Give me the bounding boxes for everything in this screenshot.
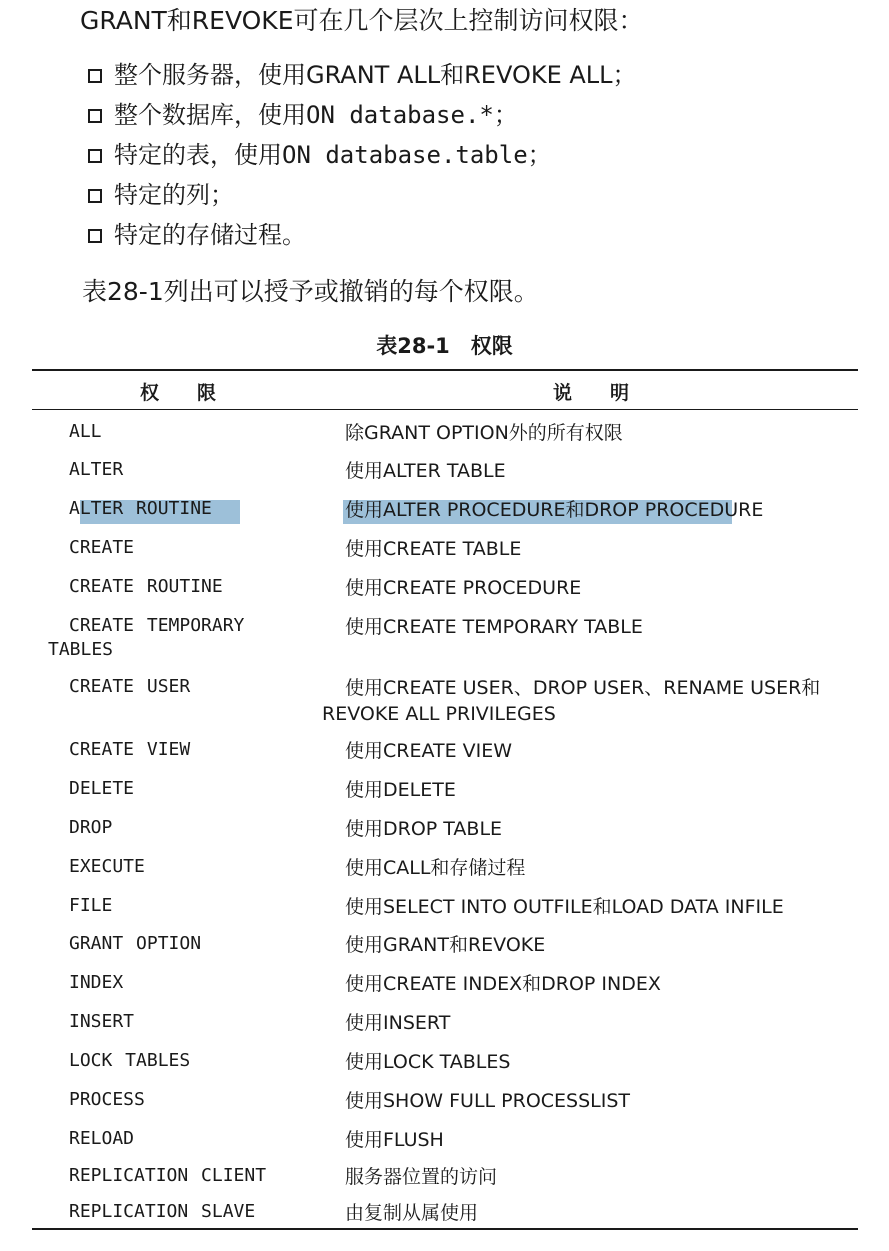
privilege-cell: CREATE: [69, 537, 135, 558]
level-bullet-list: [86, 60, 637, 260]
bullet-end: ；: [527, 141, 552, 169]
description-cell: 使用SHOW FULL PROCESSLIST: [345, 1090, 631, 1112]
bullet-end: ；: [612, 61, 637, 89]
description-cell: 服务器位置的访问: [345, 1166, 498, 1188]
description-cell: 使用ALTER TABLE: [345, 460, 506, 482]
table-header-rule: [32, 409, 858, 410]
bullet-item: [86, 60, 637, 100]
bullet-item: [86, 140, 637, 180]
header-description: 说 明: [553, 382, 630, 404]
checkbox-bullet-icon: [88, 229, 102, 243]
privilege-cell: PROCESS: [69, 1089, 145, 1110]
privilege-cell: GRANT OPTION: [69, 933, 202, 954]
bullet-text: 特定的列；: [114, 181, 234, 209]
bullet-code: REVOKE ALL: [464, 61, 613, 89]
description-cell: 使用ALTER PROCEDURE和DROP PROCEDURE: [345, 499, 764, 521]
privilege-cell: DELETE: [69, 778, 135, 799]
description-cell: 使用CREATE TEMPORARY TABLE: [345, 616, 643, 638]
bullet-code: GRANT ALL: [306, 61, 441, 89]
bullet-text: 整个数据库，使用: [114, 101, 306, 129]
privilege-cell: CREATE USER: [69, 676, 191, 697]
bullet-text: 整个服务器，使用: [114, 61, 306, 89]
table-top-rule: [32, 369, 858, 371]
description-cell: 使用LOCK TABLES: [345, 1051, 511, 1073]
checkbox-bullet-icon: [88, 189, 102, 203]
bullet-item: [86, 100, 637, 140]
description-cell: 使用CALL和存储过程: [345, 857, 526, 879]
privilege-cell: FILE: [69, 895, 113, 916]
description-cell: 使用INSERT: [345, 1012, 451, 1034]
bullet-item: [86, 220, 637, 260]
description-cell: 使用CREATE USER、DROP USER、RENAME USER和REVOKE ALL PRIVILEGES: [322, 677, 821, 725]
header-privilege: 权 限: [140, 382, 217, 404]
privilege-cell: CREATE VIEW: [69, 739, 191, 760]
privilege-cell: LOCK TABLES: [69, 1050, 191, 1071]
privilege-cell: ALTER ROUTINE: [69, 498, 212, 519]
description-cell: 使用DELETE: [345, 779, 456, 801]
bullet-item: [86, 180, 637, 220]
description-cell: 使用FLUSH: [345, 1129, 444, 1151]
description-cell: 使用CREATE TABLE: [345, 538, 522, 560]
privilege-cell: ALTER: [69, 459, 124, 480]
description-cell: 使用DROP TABLE: [345, 818, 503, 840]
privilege-cell: ALL: [69, 421, 102, 442]
bullet-text: 特定的表，使用: [114, 141, 282, 169]
intro-paragraph: GRANT和REVOKE可在几个层次上控制访问权限：: [80, 6, 644, 35]
table-bottom-rule: [32, 1228, 858, 1230]
bullet-code: ON database.table: [282, 141, 528, 169]
bullet-text: 特定的存储过程。: [114, 221, 306, 249]
description-cell: 除GRANT OPTION外的所有权限: [345, 422, 623, 444]
privilege-cell: REPLICATION CLIENT: [69, 1165, 267, 1186]
privilege-cell: INSERT: [69, 1011, 135, 1032]
description-cell: 使用CREATE INDEX和DROP INDEX: [345, 973, 661, 995]
description-cell: 使用SELECT INTO OUTFILE和LOAD DATA INFILE: [345, 896, 784, 918]
checkbox-bullet-icon: [88, 69, 102, 83]
description-cell: 使用GRANT和REVOKE: [345, 934, 546, 956]
bullet-end: ；: [493, 101, 518, 129]
table-caption: 表28-1 权限: [376, 334, 513, 358]
description-cell: 使用CREATE VIEW: [345, 740, 513, 762]
checkbox-bullet-icon: [88, 149, 102, 163]
privilege-cell: RELOAD: [69, 1128, 135, 1149]
table-reference-paragraph: 表28-1列出可以授予或撤销的每个权限。: [82, 277, 539, 306]
privilege-cell: EXECUTE: [69, 856, 145, 877]
checkbox-bullet-icon: [88, 109, 102, 123]
description-cell: 由复制从属使用: [345, 1202, 479, 1224]
bullet-code: ON database.*: [306, 101, 494, 129]
privilege-cell: REPLICATION SLAVE: [69, 1201, 256, 1222]
privilege-cell: CREATE ROUTINE: [69, 576, 223, 597]
privilege-cell: DROP: [69, 817, 113, 838]
privilege-cell: CREATE TEMPORARY TABLES: [48, 615, 245, 660]
bullet-mid: 和: [440, 61, 465, 89]
description-cell: 使用CREATE PROCEDURE: [345, 577, 582, 599]
privilege-cell: INDEX: [69, 972, 124, 993]
